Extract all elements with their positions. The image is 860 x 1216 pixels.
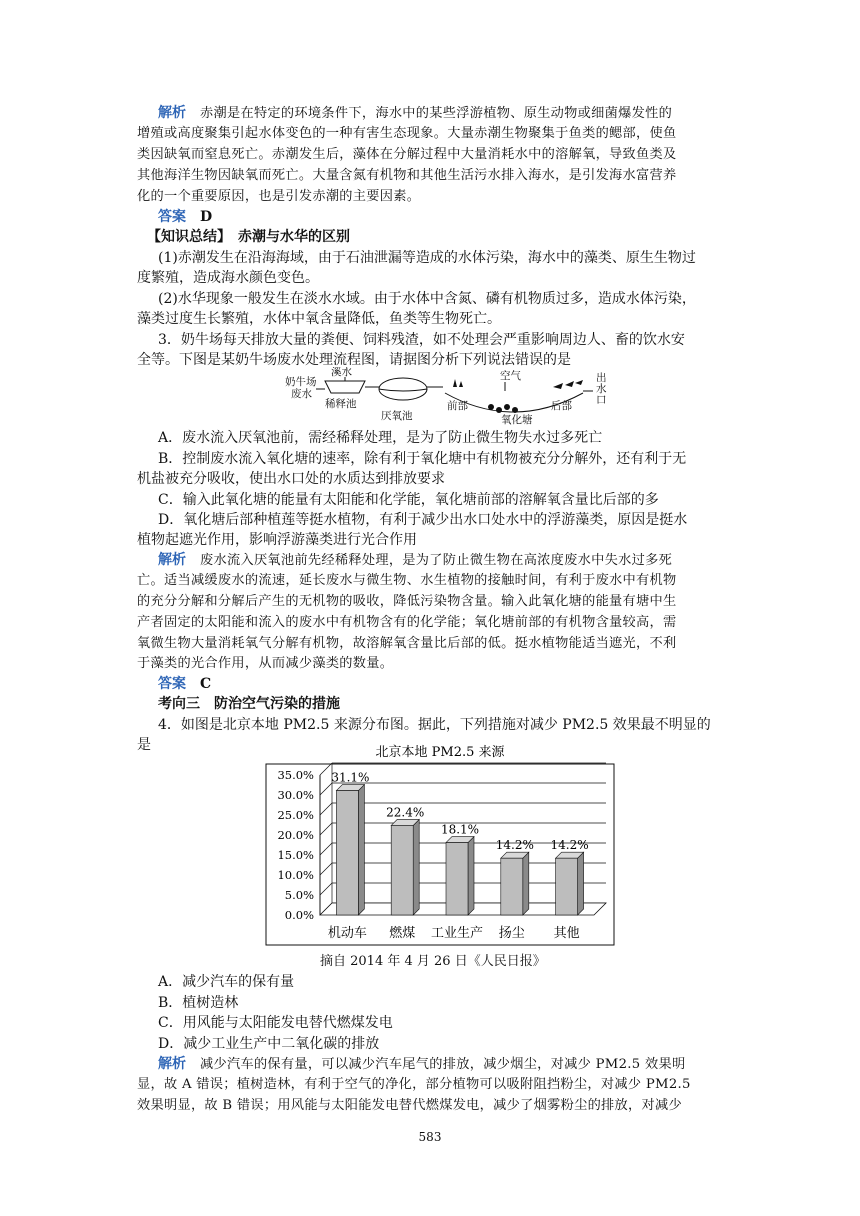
q4-option-a: A．减少汽车的保有量	[158, 974, 295, 990]
q3-option-d: D．氧化塘后部种植莲等挺水植物，有利于减少出水口处水中的浮游藻类，原因是挺水	[158, 512, 688, 528]
bar	[336, 791, 358, 915]
q3-analysis-line: 解析 废水流入厌氧池前先经稀释处理，是为了防止微生物在高浓度废水中失水过多死	[158, 552, 673, 568]
bar-value-label: 14.2%	[550, 838, 589, 853]
q2-analysis-line: 增殖或高度聚集引起水体变色的一种有害生态现象。大量赤潮生物聚集于鱼类的鳃部，使鱼	[137, 126, 677, 141]
y-tick-label: 30.0%	[277, 788, 314, 802]
bar-side	[413, 819, 419, 915]
summary-line: (2)水华现象一般发生在淡水水域。由于水体中含氮、磷有机物质过多，造成水体污染，	[158, 291, 696, 307]
bar	[391, 825, 413, 915]
bar-side	[468, 837, 474, 915]
y-tick-label: 35.0%	[277, 768, 314, 782]
page-number: 583	[418, 1130, 442, 1144]
q2-answer: 答案 D	[158, 209, 213, 225]
chart-title: 北京本地 PM2.5 来源	[375, 745, 505, 760]
q3-analysis-line: 于藻类的光合作用，从而减少藻类的数量。	[137, 656, 394, 671]
summary-line: 藻类过度生长繁殖，水体中氧含量降低，鱼类等生物死亡。	[137, 311, 501, 327]
category-label: 机动车	[327, 926, 367, 941]
summary-line: (1)赤潮发生在沿海海域，由于石油泄漏等造成的水体污染，海水中的藻类、原生生物过	[158, 250, 696, 266]
q4-option-c: C．用风能与太阳能发电替代燃煤发电	[158, 1015, 393, 1031]
outlet-char: 水	[596, 383, 607, 395]
grid-line-depth	[320, 863, 332, 875]
q3-stem: 全等。下图是某奶牛场废水处理流程图，请据图分析下列说法错误的是	[137, 352, 571, 368]
q3-analysis-line: 的充分分解和分解后产生的无机物的吸收，降低污染物含量。输入此氧化塘的能量有塘中生	[137, 594, 677, 609]
q2-analysis-line: 其他海洋生物因缺氧而死亡。大量含氮有机物和其他生活污水排入海水，是引发海水富营养	[137, 168, 677, 183]
bar-side	[523, 852, 529, 915]
q4-stem: 是	[137, 737, 151, 753]
y-tick-label: 5.0%	[284, 888, 314, 902]
q3-option-a: A．废水流入厌氧池前，需经稀释处理，是为了防止微生物失水过多死亡	[158, 430, 603, 446]
pm25-source-bar-chart	[260, 740, 620, 975]
bar-value-label: 14.2%	[495, 838, 534, 853]
bar-side	[578, 852, 584, 915]
grid-line-depth	[320, 763, 332, 775]
category-label: 工业生产	[430, 926, 484, 941]
bar	[556, 858, 578, 915]
q4-option-d: D．减少工业生产中二氧化碳的排放	[158, 1036, 380, 1052]
category-label: 扬尘	[498, 926, 525, 941]
answer-label: 答案	[158, 676, 186, 692]
front-label: 前部	[447, 400, 468, 412]
grid-line-depth	[320, 783, 332, 795]
bar-value-label: 31.1%	[331, 770, 370, 785]
bar-value-label: 22.4%	[386, 805, 425, 820]
bar-side	[358, 785, 364, 915]
answer-label: 答案	[158, 209, 186, 225]
q3-option-c: C．输入此氧化塘的能量有太阳能和化学能，氧化塘前部的溶解氧含量比后部的多	[158, 492, 659, 508]
q3-option-b: B．控制废水流入氧化塘的速率，除有利于氧化塘中有机物被充分分解外，还有利于无	[158, 451, 687, 467]
bar-value-label: 18.1%	[440, 822, 480, 837]
grid-line-depth	[320, 843, 332, 855]
grid-line-depth	[320, 823, 332, 835]
q3-stem: 3．奶牛场每天排放大量的粪便、饲料残渣，如不处理会严重影响周边人、畜的饮水安	[158, 332, 685, 348]
q3-option-d-cont: 植物起遮光作用，影响浮游藻类进行光合作用	[137, 532, 417, 548]
q3-analysis-line: 产者固定的太阳能和流入的废水中有机物含有的化学能；氧化塘前部的有机物含量较高，需	[137, 615, 677, 630]
category-label: 燃煤	[389, 926, 416, 941]
bar	[501, 858, 523, 915]
q4-analysis-line: 显，故 A 错误；植树造林，有利于空气的净化，部分植物可以吸附阻挡粉尘，对减少 PM2.5	[137, 1077, 691, 1092]
y-tick-label: 0.0%	[284, 908, 314, 922]
chart-caption: 摘自 2014 年 4 月 26 日《人民日报》	[320, 954, 546, 969]
q4-analysis-line: 效果明显，故 B 错误；用风能与太阳能发电替代燃煤发电，减少了烟雾粉尘的排放，对减少	[137, 1098, 682, 1113]
q4-analysis-line: 解析 减少汽车的保有量，可以减少汽车尾气的排放，减少烟尘，对减少 PM2.5 效果明	[158, 1056, 686, 1072]
outlet-char: 出	[596, 372, 607, 384]
grid-line-depth	[320, 803, 332, 815]
q2-analysis-line: 化的一个重要原因，也是引发赤潮的主要因素。	[137, 189, 421, 204]
y-tick-label: 20.0%	[277, 828, 314, 842]
analysis-label: 解析	[158, 552, 186, 568]
stream-label: 溪水	[331, 367, 352, 378]
analysis-label: 解析	[158, 105, 186, 121]
anaerobic-label: 厌氧池	[381, 410, 413, 422]
dilution-label: 稀释池	[325, 398, 357, 410]
bar	[446, 843, 468, 915]
category-label: 其他	[553, 926, 580, 941]
summary-line: 度繁殖，造成海水颜色变色。	[137, 270, 319, 286]
summary-heading: 【知识总结】 赤潮与水华的区别	[147, 229, 350, 245]
pond-label: 氧化塘	[501, 414, 533, 425]
analysis-label: 解析	[158, 1056, 186, 1072]
y-tick-label: 25.0%	[277, 808, 314, 822]
back-label: 后部	[551, 400, 572, 412]
source-label-2: 废水	[291, 388, 312, 400]
q2-analysis-line: 类因缺氧而窒息死亡。赤潮发生后，藻体在分解过程中大量消耗水中的溶解氧，导致鱼类及	[137, 147, 677, 162]
outlet-char: 口	[596, 394, 607, 406]
y-tick-label: 15.0%	[277, 848, 314, 862]
q3-answer: 答案 C	[158, 676, 212, 692]
q3-analysis-line: 氧微生物大量消耗氧气分解有机物，故溶解氧含量比后部的低。挺水植物能适当遮光，不利	[137, 636, 677, 651]
q4-stem: 4．如图是北京本地 PM2.5 来源分布图。据此，下列措施对减少 PM2.5 效果最不明显的	[158, 717, 711, 733]
q3-analysis-line: 亡。适当减缓废水的流速，延长废水与微生物、水生植物的接触时间，有利于废水中有机物	[137, 573, 677, 588]
q3-option-b-cont: 机盐被充分吸收，使出水口处的水质达到排放要求	[137, 471, 445, 487]
q4-option-b: B．植树造林	[158, 995, 239, 1011]
grid-line-depth	[320, 883, 332, 895]
wastewater-flow-diagram	[283, 367, 613, 425]
y-tick-label: 10.0%	[277, 868, 314, 882]
air-label: 空气	[500, 370, 521, 382]
source-label: 奶牛场	[285, 376, 317, 388]
q2-analysis-line: 解析 赤潮是在特定的环境条件下，海水中的某些浮游植物、原生动物或细菌爆发性的	[158, 105, 673, 121]
section-heading: 考向三 防治空气污染的措施	[158, 696, 340, 712]
